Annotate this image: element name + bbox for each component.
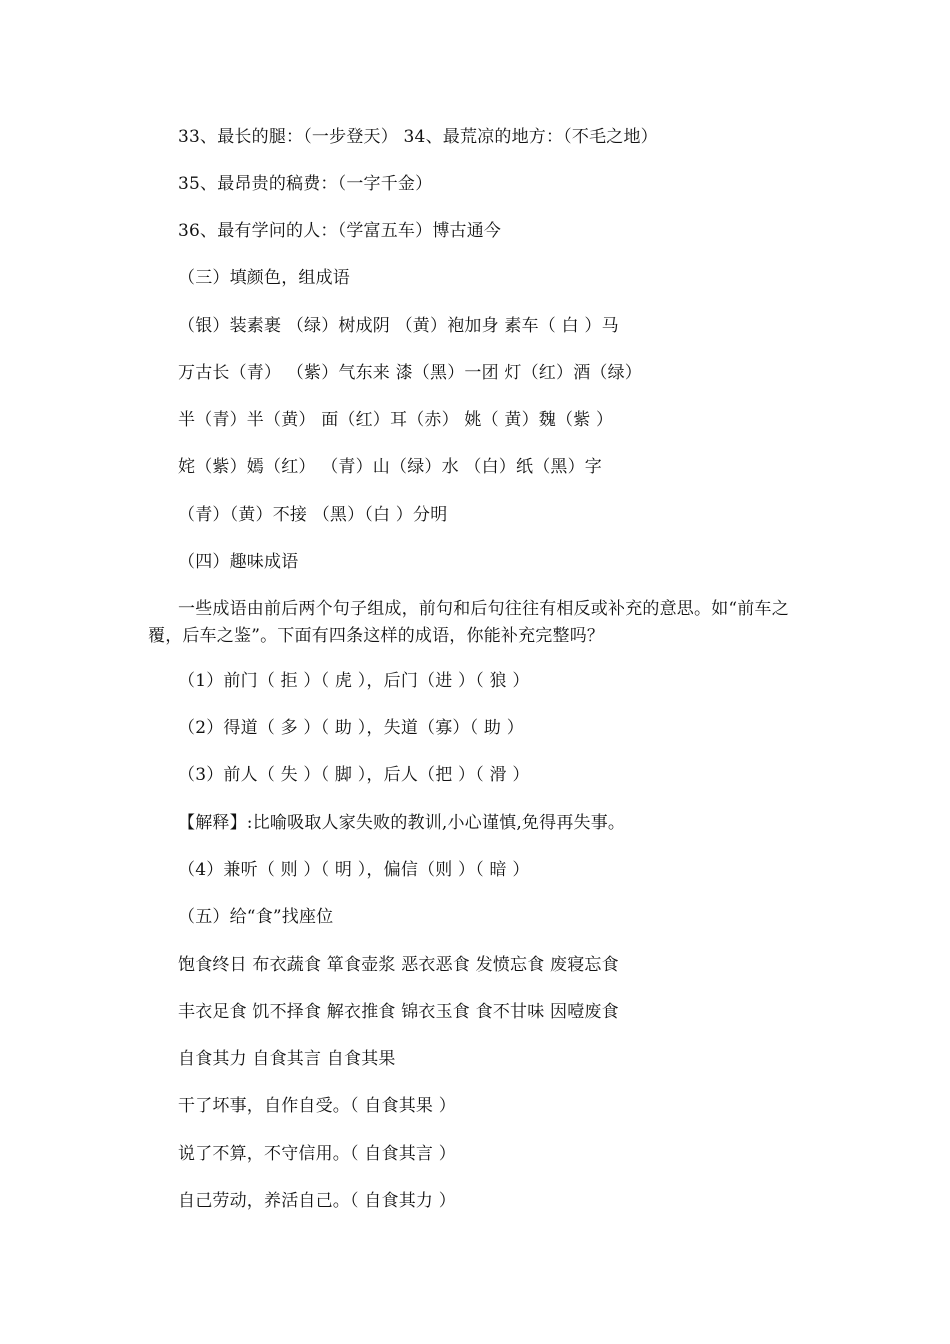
text-line: 干了坏事，自作自受。（ 自食其果 ） <box>178 1096 456 1116</box>
text-line: 自己劳动，养活自己。（ 自食其力 ） <box>178 1191 456 1211</box>
text-line: 33、最长的腿：（一步登天） 34、最荒凉的地方：（不毛之地） <box>178 127 658 147</box>
paragraph: 一些成语由前后两个句子组成，前句和后句往往有相反或补充的意思。如“前车之覆，后车之鉴”。下面有四条这样的成语，你能补充完整吗？ <box>148 599 789 646</box>
text-line: 姹（紫）嫣（红） （青）山（绿）水 （白）纸（黑）字 <box>178 457 603 477</box>
section-heading: （五）给“食”找座位 <box>178 907 334 927</box>
explanation-line: 【解释】:比喻吸取人家失败的教训,小心谨慎,免得再失事。 <box>178 813 626 833</box>
text-line: 万古长（青） （紫）气东来 漆（黑）一团 灯（红）酒（绿） <box>178 363 643 383</box>
text-line: （1）前门（ 拒 ）（ 虎 ），后门（进 ）（ 狼 ） <box>178 671 530 691</box>
text-line: 36、最有学问的人：（学富五车）博古通今 <box>178 221 502 241</box>
text-line: 说了不算，不守信用。（ 自食其言 ） <box>178 1144 456 1164</box>
text-line: 自食其力 自食其言 自食其果 <box>178 1049 396 1069</box>
text-line: 饱食终日 布衣蔬食 箪食壶浆 恶衣恶食 发愤忘食 废寝忘食 <box>178 955 619 975</box>
section-heading: （三）填颜色，组成语 <box>178 268 350 288</box>
text-line: 半（青）半（黄） 面（红）耳（赤） 姚（ 黄）魏（紫 ） <box>178 410 614 430</box>
text-line: （青）（黄）不接 （黑）（白 ）分明 <box>178 505 448 525</box>
text-line: 35、最昂贵的稿费：（一字千金） <box>178 174 433 194</box>
text-line: （银）装素裹 （绿）树成阴 （黄）袍加身 素车（ 白 ）马 <box>178 316 619 336</box>
text-line: （4）兼听（ 则 ）（ 明 ），偏信（则 ）（ 暗 ） <box>178 860 530 880</box>
text-line: （3）前人（ 失 ）（ 脚 ），后人（把 ）（ 滑 ） <box>178 765 530 785</box>
section-heading: （四）趣味成语 <box>178 552 299 572</box>
text-line: 丰衣足食 饥不择食 解衣推食 锦衣玉食 食不甘味 因噎废食 <box>178 1002 619 1022</box>
text-line: （2）得道（ 多 ）（ 助 ），失道（寡）（ 助 ） <box>178 718 524 738</box>
